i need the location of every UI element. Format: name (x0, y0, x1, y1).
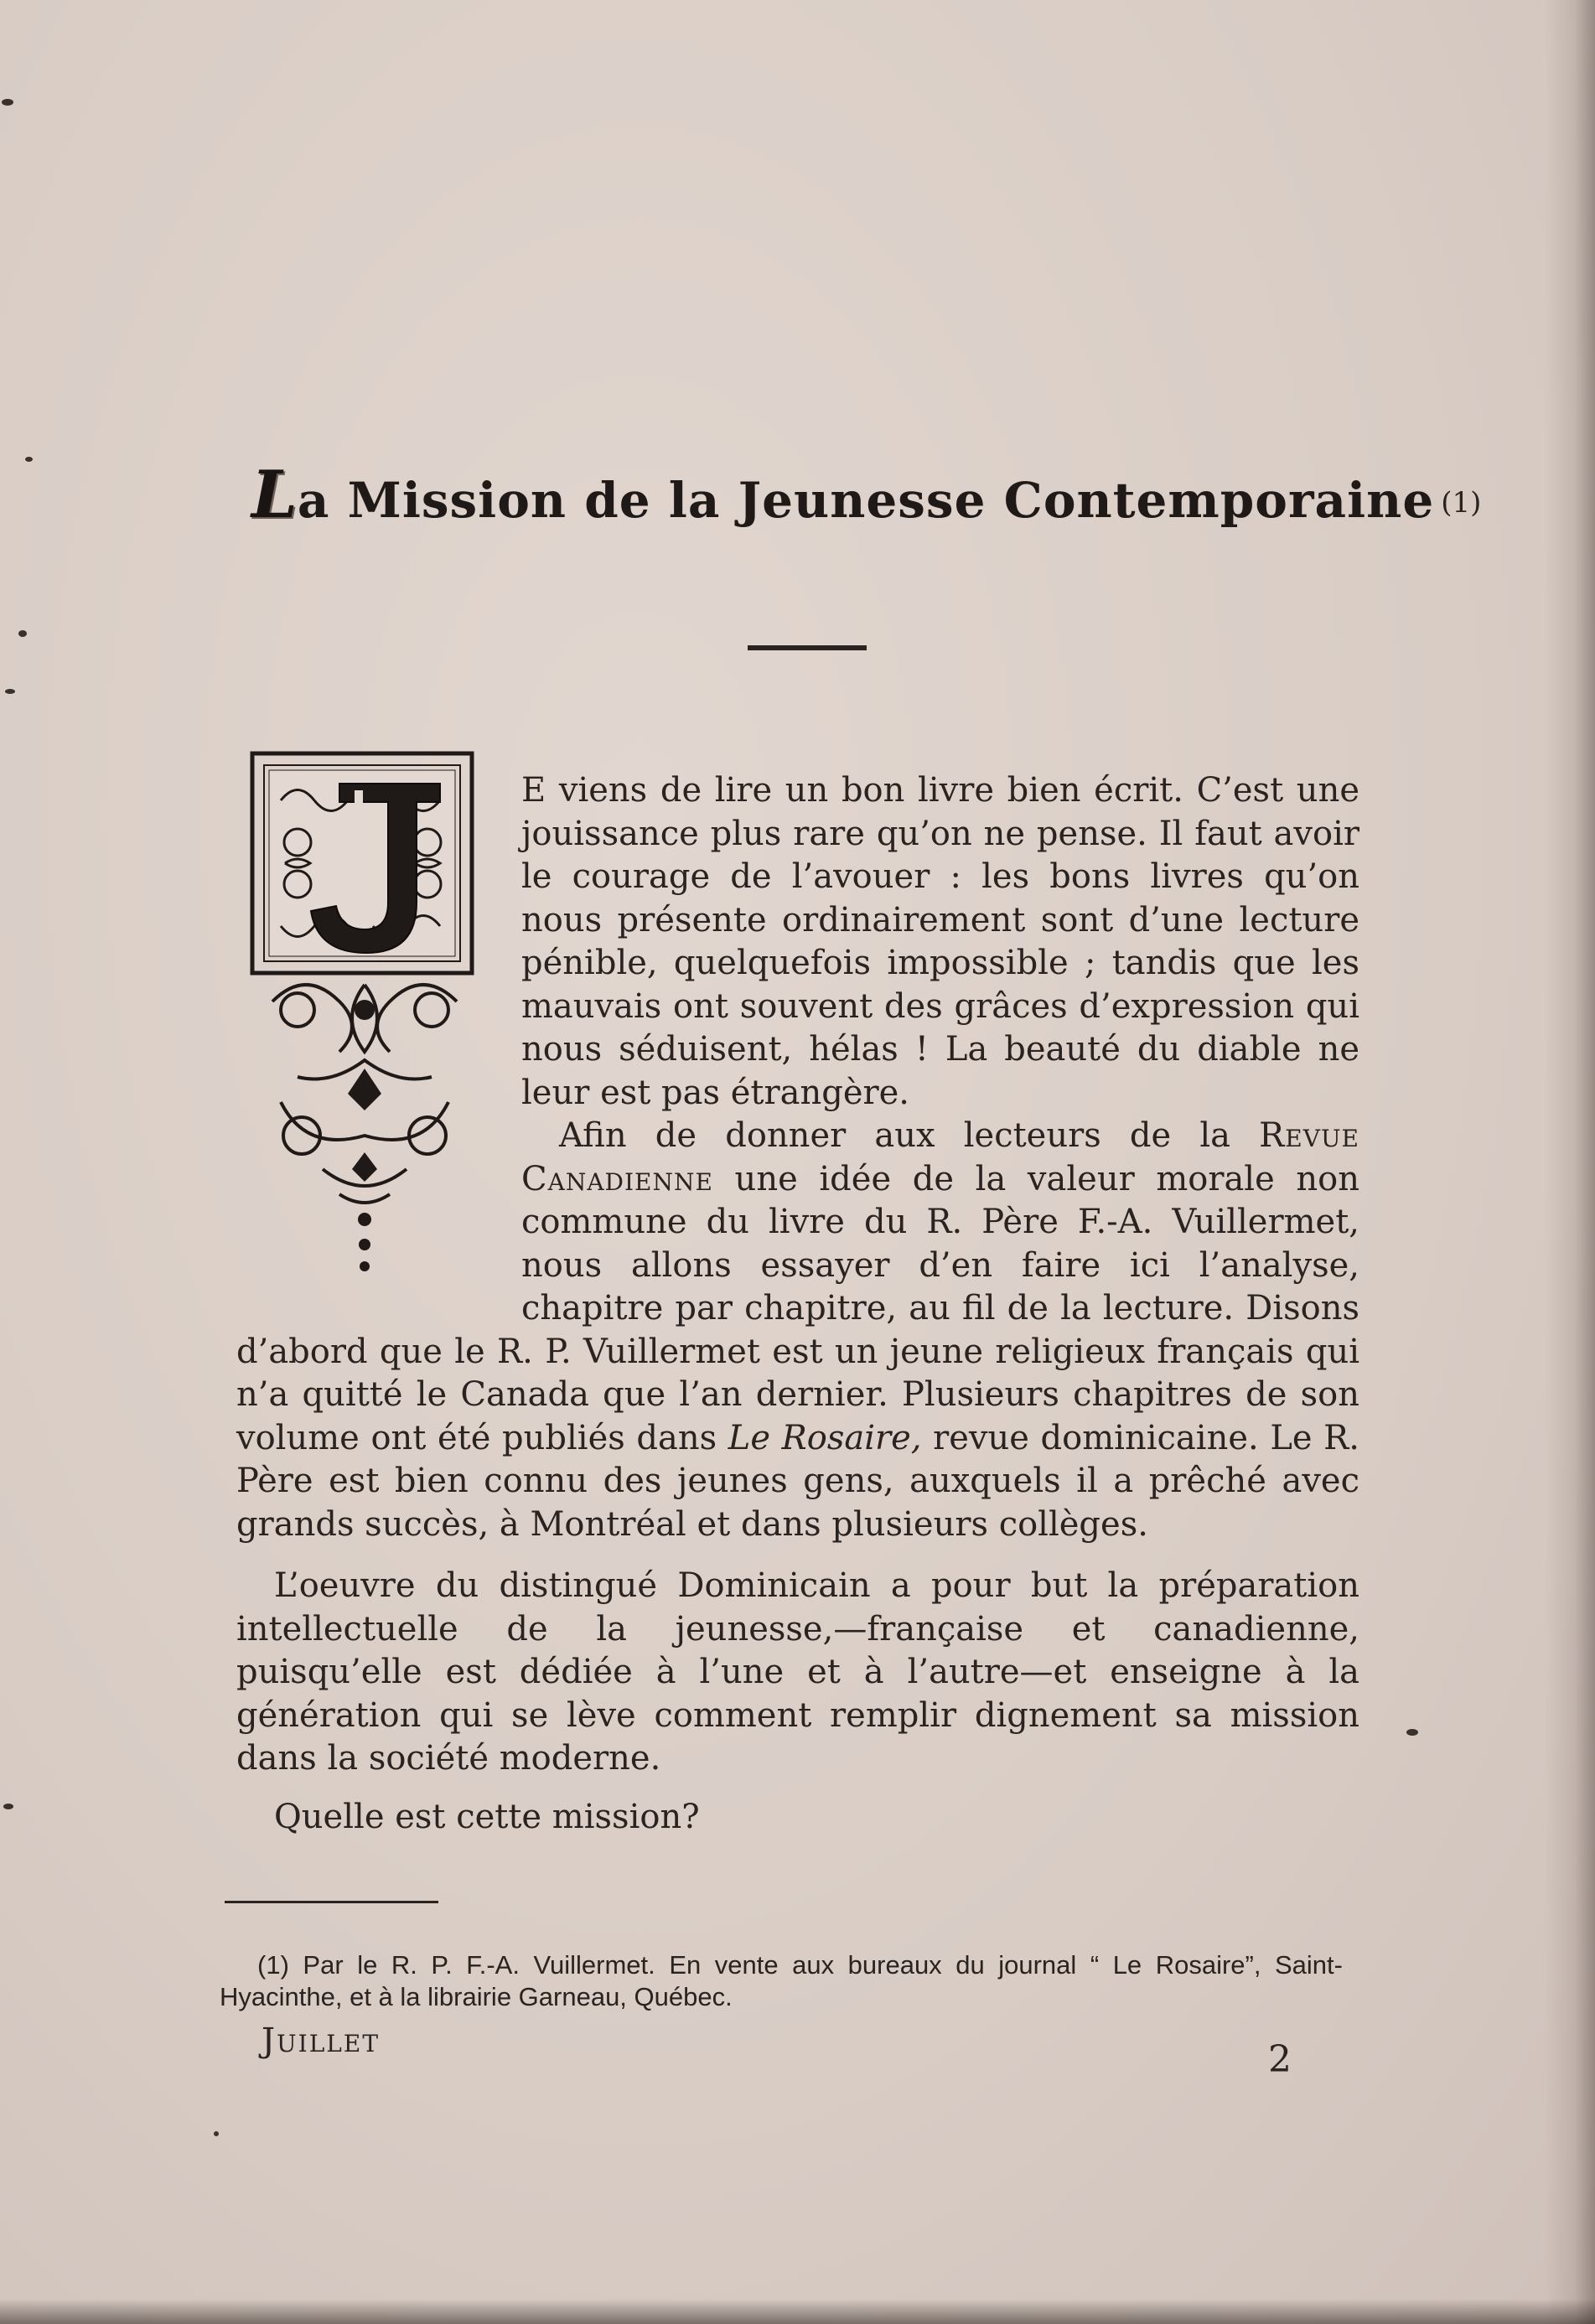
title-text: a Mission de la Jeunesse Contemporaine (297, 472, 1435, 529)
margin-speck (18, 630, 27, 637)
paragraph-2-middle: une idée de la valeur morale non commune du livre du R. Père F.-A. Vuillermet, nous allons essayer d’en faire ici l’analyse, chapitre par chapitre, au fil de la lecture. Disons d’abord que le R. P. Vuillermet est un jeune religieux français qui n’a quitté le Canada que l’an dernier. Plusieurs chapitres de son volume ont été publiés dans (236, 1159, 1359, 1457)
page-number: 2 (1268, 2038, 1292, 2081)
footnote-separator-rule (225, 1901, 438, 1903)
page-bottom-edge (0, 2299, 1595, 2324)
margin-speck (214, 2131, 219, 2136)
paragraph-1-text: E viens de lire un bon livre bien écrit. C’est une jouissance plus rare qu’on ne pense. Il faut avoir le courage de l’avouer : les bons livres qu’on nous présente ordinairement sont d’une lecture pénible, quelquefois impossible ; tandis que les mauvais ont souvent des grâces d’expression qui nous séduisent, hélas ! La beauté du diable ne leur est pas étrangère. (521, 771, 1359, 1112)
footnote: (1) Par le R. P. F.-A. Vuillermet. En vente aux bureaux du journal “ Le Rosaire”, Saint-Hyacinthe, et à la librairie Garneau, Québec. (220, 1950, 1343, 2011)
paragraph-4: Quelle est cette mission? (274, 1797, 700, 1836)
margin-speck (1406, 1729, 1418, 1736)
book-spine-shadow (1545, 0, 1595, 2324)
margin-speck (25, 457, 33, 462)
paragraph-2-start: Afin de donner aux lecteurs de la (559, 1116, 1260, 1155)
article-body (236, 769, 1359, 1839)
title-footnote-mark: (1) (1441, 485, 1482, 520)
margin-speck (2, 99, 13, 106)
paragraph-3: L’oeuvre du distingué Dominicain a pour but la préparation intellectuelle de la jeunesse,—française et canadienne, puisqu’elle est dédiée à l’une et à l’autre—et enseigne à la génération qui se lève comment remplir dignement sa mission dans la société moderne. (236, 1566, 1359, 1778)
signature-mark: Juillet (262, 2021, 380, 2060)
le-rosaire-title: Le Rosaire, (728, 1418, 922, 1457)
dropcap-space (236, 769, 521, 1314)
margin-speck (5, 689, 15, 694)
revue-canadienne-name: Revue Canadienne (521, 1116, 1359, 1198)
margin-speck (3, 1804, 13, 1809)
article-title (251, 457, 1482, 549)
title-separator-rule (748, 645, 867, 650)
paragraph-2-end: revue dominicaine. Le R. Père est bien connu des jeunes gens, auxquels il a prêché avec grands succès, à Montréal et dans plusieurs collèges. (236, 1418, 1360, 1544)
title-ornamental-initial: L (251, 457, 298, 533)
